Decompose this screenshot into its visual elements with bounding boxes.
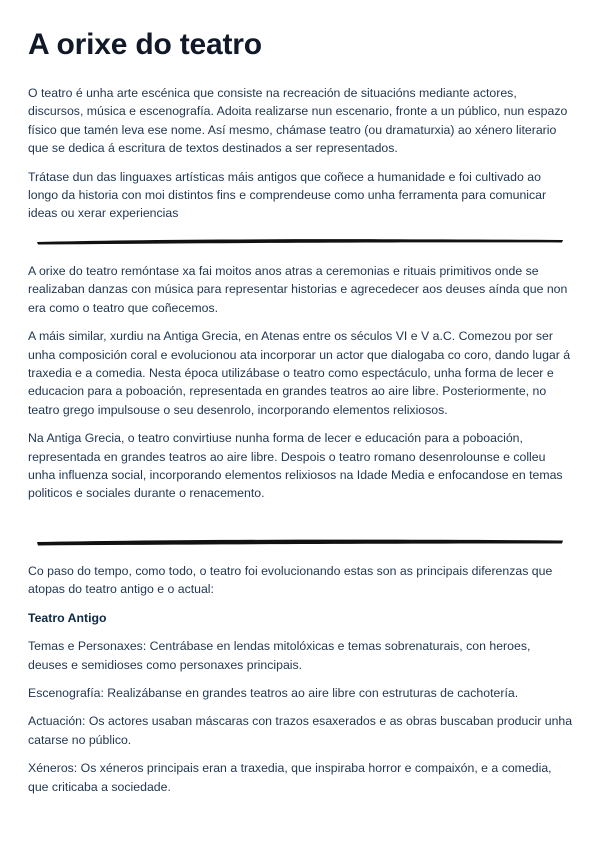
history-section: [28, 262, 573, 503]
section-heading: Teatro Antigo: [28, 610, 107, 625]
page-title: A orixe do teatro: [28, 28, 262, 61]
history-paragraph-3: Na Antiga Grecia, o teatro convirtiuse nunha forma de lecer e educación para a poboación, representada en grandes teatros ao aire libre. Despois o teatro romano desenrolounse e colleu unha influenza social, incorporando elementos relixiosos na Idade Media e enfocandose en temas politicos e sociales durante o renacemento.: [28, 431, 563, 501]
intro-paragraph-1: O teatro é unha arte escénica que consiste na recreación de situacións mediante actores, discursos, música e escenografía. Adoita realizarse nun escenario, fronte a un público, nun espazo físico que tamén leva ese nome. Así mesmo, chámase teatro (ou dramaturxia) ao xénero literario que se dedica á escritura de textos destinados a ser representados.: [28, 86, 568, 156]
comparison-intro: Co paso do tempo, como todo, o teatro foi evolucionando estas son as principais diferenzas que atopas do teatro antigo e o actual:: [28, 564, 553, 597]
comparison-item-themes: Temas e Personaxes: Centrábase en lendas mitolóxicas e temas sobrenaturais, con heroes, deuses e semidioses como personaxes principais.: [28, 639, 531, 672]
brush-divider: [35, 537, 565, 547]
history-paragraph-2: A máis similar, xurdiu na Antiga Grecia, en Atenas entre os séculos VI e V a.C. Comezou por ser unha composición coral e evolucionou ata incorporar un actor que dialogaba co coro, dando lugar á traxedia e a comedia. Nesta época utilizábase o teatro como espectáculo, unha forma de lecer e educacion para a poboación, representada en grandes teatros ao aire libre. Posteriormente, no teatro grego impulsouse o seu desenrolo, incorporando elementos relixiosos.: [28, 329, 571, 417]
intro-section: [28, 84, 573, 223]
comparison-item-genres: Xéneros: Os xéneros principais eran a traxedia, que inspiraba horror e compaixón, e a comedia, que criticaba a sociedade.: [28, 761, 552, 794]
intro-paragraph-2: Trátase dun das linguaxes artísticas máis antigos que coñece a humanidade e foi cultivado ao longo da historia con moi distintos fins e comprendeuse como unha ferramenta para comunicar ideas ou xerar experiencias: [28, 169, 547, 221]
comparison-item-acting: Actuación: Os actores usaban máscaras con trazos esaxerados e as obras buscaban producir unha catarse no público.: [28, 714, 573, 747]
comparison-section: [28, 562, 573, 796]
history-paragraph-1: A orixe do teatro remóntase xa fai moitos anos atras a ceremonias e rituais primitivos onde se realizaban danzas con música para representar historias e agrecedecer aos deuses aínda que non era como o teatro que coñecemos.: [28, 264, 568, 315]
comparison-item-scenography: Escenografía: Realizábanse en grandes teatros ao aire libre con estruturas de cachotería.: [28, 686, 519, 701]
brush-divider: [35, 236, 565, 246]
